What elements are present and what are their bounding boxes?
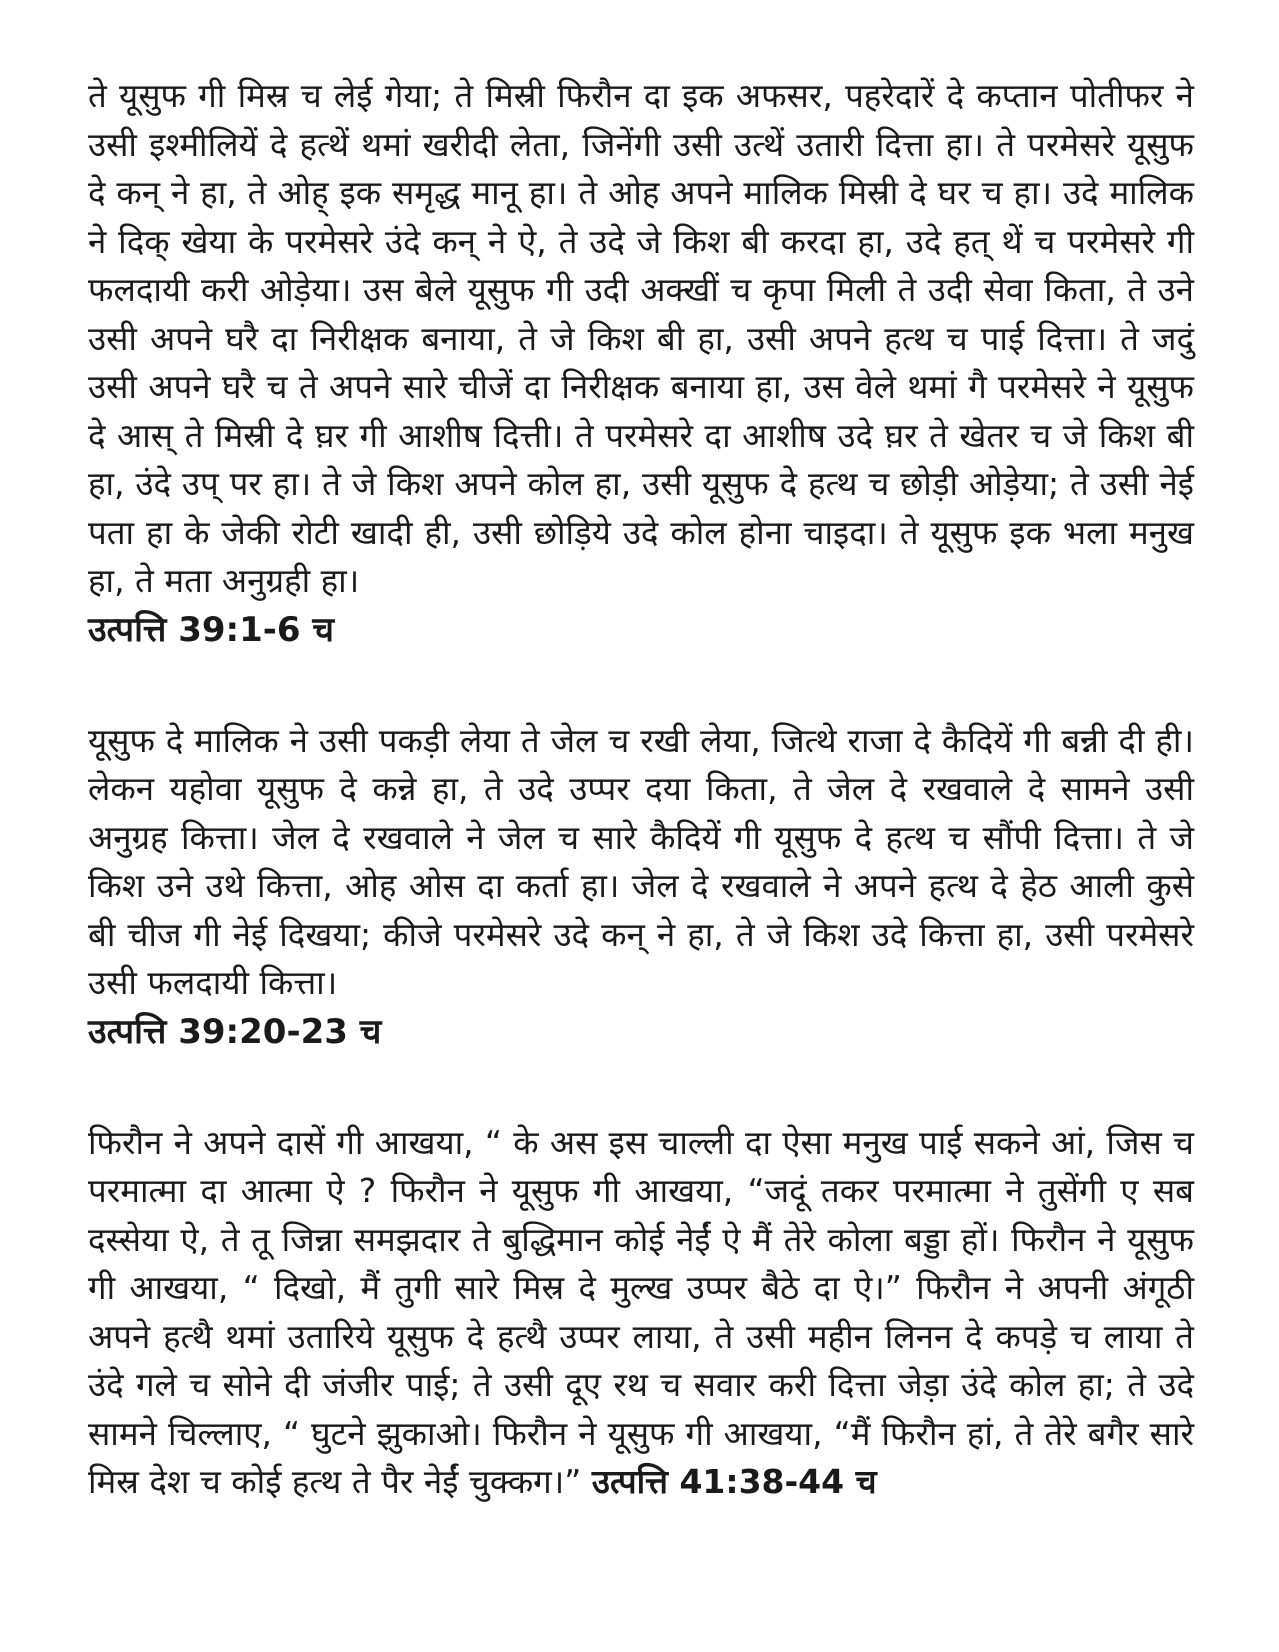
reference-genesis-39-1-6: उत्पत्ति 39:1-6 च [88, 609, 335, 650]
passage-genesis-39-20-23: यूसुफ दे मालिक ने उसी पकड़ी लेया ते जेल च रखी लेया, जित्थे राजा दे कैदियें गी बन्नी दी ही। लेकन यहोवा यूसुफ दे कन्ने हा, ते उदे उप्पर दया किता, ते जेल दे रखवाले दे सामने उसी अनुग्रह कित्ता। जेल दे रखवाले ने जेल च सारे कैदियें गी यूसुफ दे हत्थ च सौंपी दित्ता। ते जे किश उने उथे कित्ता, ओह ओस दा कर्ता हा। जेल दे रखवाले ने अपने हत्थ दे हेठ आली कुसे बी चीज गी नेई दिखया; कीजे परमेसरे उदे कन् ने हा, ते जे किश उदे कित्ता हा, उसी परमेसरे उसी फलदायी कित्ता। [88, 720, 1194, 1002]
reference-genesis-39-20-23: उत्पत्ति 39:20-23 च [88, 1011, 382, 1052]
document-page [88, 72, 1194, 1507]
reference-genesis-41-38-44: उत्पत्ति 41:38-44 च [591, 1462, 877, 1501]
passage-text: फिरौन ने अपने दासें गी आखया, “ के अस इस चाल्ली दा ऐसा मनुख पाई सकने आं, जिस च परमात्मा दा आत्मा ऐ ? फिरौन ने यूसुफ गी आखया, “जदूं तकर परमात्मा ने तुसेंगी ए सब दस्सेया ऐ, ते तू जिन्ना समझदार ते बुद्धिमान कोई नेईं ऐ मैं तेरे कोला बड्डा हों। फिरौन ने यूसुफ गी आखया, “ दिखो, मैं तुगी सारे मिस्र दे मुल्ख उप्पर बैठे दा ऐ।” फिरौन ने अपनी अंगूठी अपने हत्थै थमां उतारिये यूसुफ दे हत्थै उप्पर लाया, ते उसी महीन लिनन दे कपड़े च लाया ते उंदे गले च सोने दी जंजीर पाई; ते उसी दूए रथ च सवार करी दित्ता जेड़ा उंदे कोल हा; ते उदे सामने चिल्लाए, “ घुटने झुकाओ। फिरौन ने यूसुफ गी आखया, “मैं फिरौन हां, ते तेरे बगैर सारे मिस्र देश च कोई हत्थ ते पैर नेईं चुक्कग।” [88, 1122, 1194, 1501]
paragraph-gap [88, 654, 1194, 717]
passage-genesis-39-1-6: ते यूसुफ गी मिस्र च लेई गेया; ते मिस्री फिरौन दा इक अफसर, पहरेदारें दे कप्तान पोतीफर ने उसी इश्मीलियें दे हत्थें थमां खरीदी लेता, जिनेंगी उसी उत्थें उतारी दित्ता हा। ते परमेसरे यूसुफ दे कन् ने हा, ते ओह् इक समृद्ध मानू हा। ते ओह अपने मालिक मिस्री दे घर च हा। उदे मालिक ने दिक् खेया के परमेसरे उंदे कन् ने ऐ, ते उदे जे किश बी करदा हा, उदे हत् थें च परमेसरे गी फलदायी करी ओड़ेया। उस बेले यूसुफ गी उदी अक्खीं च कृपा मिली ते उदी सेवा किता, ते उने उसी अपने घरै दा निरीक्षक बनाया, ते जे किश बी हा, उसी अपने हत्थ च पाई दित्ता। ते जदुं उसी अपने घरै च ते अपने सारे चीजें दा निरीक्षक बनाया हा, उस वेले थमां गै परमेसरे ने यूसुफ दे आस् ते मिस्री दे घ़र गी आशीष दित्ती। ते परमेसरे दा आशीष उदे घ़र ते खेतर च जे किश बी हा, उंदे उप् पर हा। ते जे किश अपने कोल हा, उसी यूसुफ दे हत्थ च छोड़ी ओड़ेया; ते उसी नेई पता हा के जेकी रोटी खादी ही, उसी छोड़िये उदे कोल होना चाइदा। ते यूसुफ इक भला मनुख हा, ते मता अनुग्रही हा। [88, 76, 1194, 600]
passage-genesis-41-38-44 [88, 1119, 1194, 1507]
paragraph-gap [88, 1056, 1194, 1119]
